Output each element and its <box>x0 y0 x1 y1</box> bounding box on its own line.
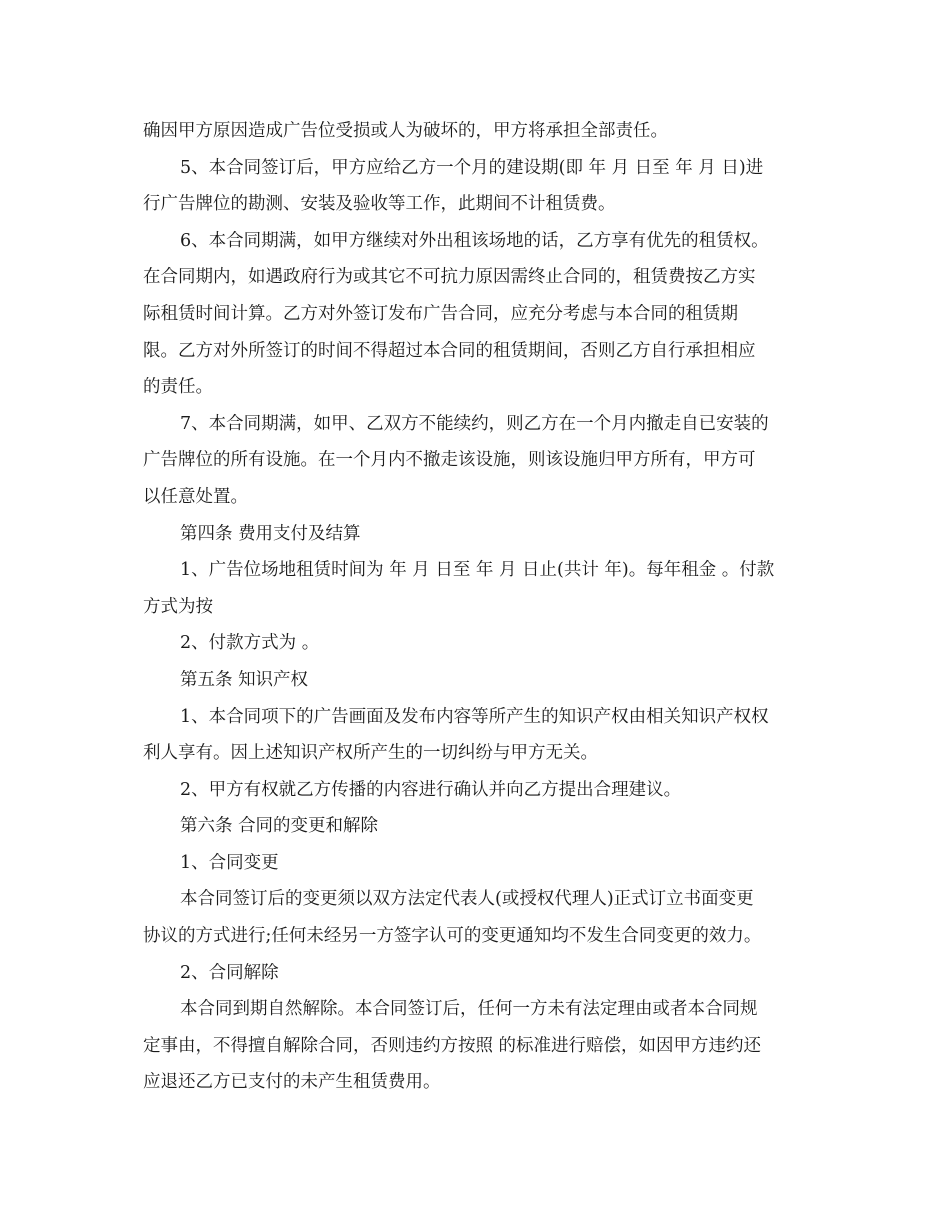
text-line: 广告牌位的所有设施。在一个月内不撤走该设施，则该设施归甲方所有，甲方可 <box>143 450 756 471</box>
text-line: 5、本合同签订后，甲方应给乙方一个月的建设期(即 年 月 日至 年 月 日)进 <box>180 157 764 178</box>
text-line: 行广告牌位的勘测、安装及验收等工作，此期间不计租赁费。 <box>143 194 616 215</box>
text-line: 在合同期内，如遇政府行为或其它不可抗力原因需终止合同的，租赁费按乙方实 <box>143 267 756 288</box>
text-line: 限。乙方对外所签订的时间不得超过本合同的租赁期间，否则乙方自行承担相应 <box>143 340 756 361</box>
text-line: 确因甲方原因造成广告位受损或人为破坏的，甲方将承担全部责任。 <box>143 121 668 141</box>
text-line: 2、合同解除 <box>180 962 279 983</box>
text-line: 1、广告位场地租赁时间为 年 月 日至 年 月 日止(共计 年)。每年租金 。付款 <box>180 560 775 581</box>
text-line: 第五条 知识产权 <box>180 669 309 690</box>
text-line: 第四条 费用支付及结算 <box>180 523 361 544</box>
text-line: 方式为按 <box>143 596 213 617</box>
text-line: 2、甲方有权就乙方传播的内容进行确认并向乙方提出合理建议。 <box>180 779 682 800</box>
text-line: 第六条 合同的变更和解除 <box>180 816 379 837</box>
text-line: 协议的方式进行;任何未经另一方签字认可的变更通知均不发生合同变更的效力。 <box>143 926 762 947</box>
text-line: 1、合同变更 <box>180 852 279 873</box>
text-line: 利人享有。因上述知识产权所产生的一切纠纷与甲方无关。 <box>143 743 598 764</box>
text-line: 7、本合同期满，如甲、乙双方不能续约，则乙方在一个月内撤走自已安装的 <box>180 413 769 434</box>
text-line: 以任意处置。 <box>143 486 248 507</box>
text-line: 的责任。 <box>143 377 213 398</box>
text-line: 1、本合同项下的广告画面及发布内容等所产生的知识产权由相关知识产权权 <box>180 706 769 727</box>
text-line: 6、本合同期满，如甲方继续对外出租该场地的话，乙方享有优先的租赁权。 <box>180 230 769 251</box>
text-line: 应退还乙方已支付的未产生租赁费用。 <box>143 1072 441 1093</box>
document-body <box>143 113 823 1101</box>
text-line: 定事由，不得擅自解除合同，否则违约方按照 的标准进行赔偿，如因甲方违约还 <box>143 1035 762 1056</box>
text-line: 本合同签订后的变更须以双方法定代表人(或授权代理人)正式订立书面变更 <box>180 889 754 910</box>
text-line: 际租赁时间计算。乙方对外签订发布广告合同，应充分考虑与本合同的租赁期 <box>143 303 738 324</box>
text-line: 本合同到期自然解除。本合同签订后，任何一方未有法定理由或者本合同规 <box>180 999 758 1020</box>
text-line: 2、付款方式为 。 <box>180 633 320 654</box>
